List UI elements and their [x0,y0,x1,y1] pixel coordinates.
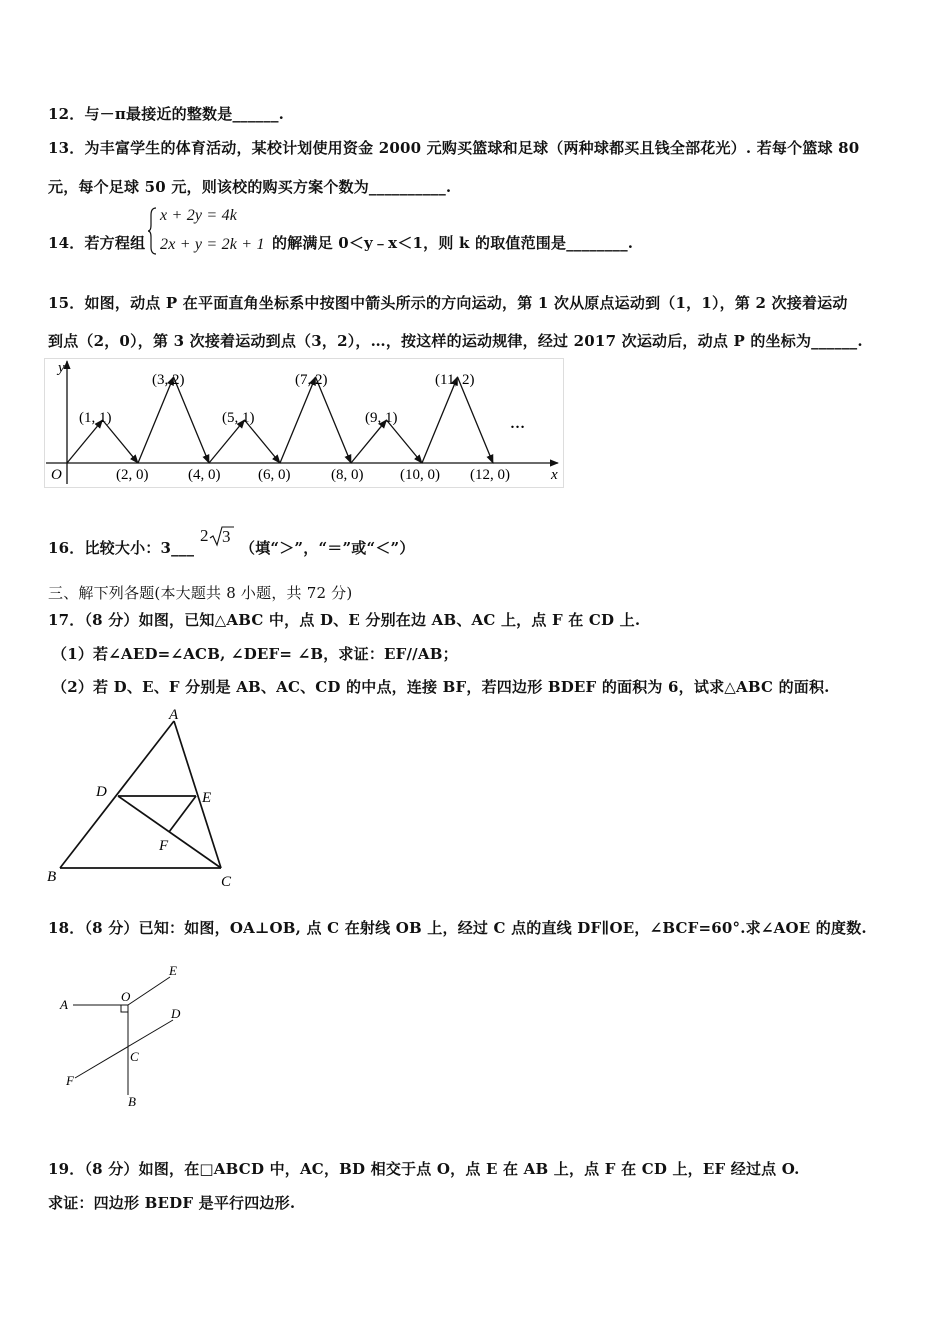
top-label-1: (1, 1) [79,410,112,426]
line-df [75,1020,173,1078]
equation-1: x + 2y = 4k [160,207,238,224]
question-19-line-1: 19．（8 分）如图，在□ABCD 中，AC，BD 相交于点 O，点 E 在 AB 上，点 F 在 CD 上，EF 经过点 O. [48,1160,800,1178]
question-19-line-2: 求证：四边形 BEDF 是平行四边形. [48,1194,296,1212]
question-16-prefix: 16．比较大小：3___ [48,539,195,557]
label-c: C [130,1049,139,1064]
triangle-abc-figure [44,703,244,893]
move-segment-4 [174,377,210,463]
question-15-line-1: 15．如图，动点 P 在平面直角坐标系中按图中箭头所示的方向运动，第 1 次从原点运动到（1，1），第 2 次接着运动 [48,294,848,312]
right-angle-mark [121,1005,128,1012]
radical-number: 3 [222,527,231,546]
move-segment-1 [67,420,103,463]
label-f: F [66,1073,74,1088]
question-16-suffix: （填“＞”，“＝”或“＜”） [240,539,415,557]
move-segment-11 [422,377,458,463]
label-c: C [221,874,232,890]
bottom-label-3: (6, 0) [258,467,291,483]
label-e: E [202,790,212,806]
top-label-5: (9, 1) [365,410,398,426]
section-3-title: 三、解下列各题(本大题共 8 小题，共 72 分) [48,584,353,602]
move-segment-12 [458,377,494,463]
ray-oe [128,977,170,1005]
move-segment-7 [280,377,316,463]
move-segment-5 [209,420,245,463]
label-b: B [128,1094,136,1109]
side-ac [174,721,221,868]
label-a: A [169,707,179,723]
label-e: E [169,963,177,978]
question-17-part-2: （2）若 D、E、F 分别是 AB、AC、CD 的中点，连接 BF，若四边形 BDEF 的面积为 6，试求△ABC 的面积. [52,678,830,696]
question-15-line-2: 到点（2，0），第 3 次接着运动到点（3，2），…，按这样的运动规律，经过 2017 次运动后，动点 P 的坐标为______. [48,332,863,350]
perpendicular-lines-figure [55,960,195,1115]
top-label-2: (3, 2) [152,372,185,388]
ellipsis: … [510,416,525,432]
label-b: B [47,869,57,885]
question-13-line-1: 13．为丰富学生的体育活动，某校计划使用资金 2000 元购买篮球和足球（两种球都买且钱全部花光）. 若每个篮球 80 [48,139,860,157]
bottom-label-5: (10, 0) [400,467,440,483]
label-f: F [159,838,169,854]
label-d: D [96,784,107,800]
segment-ef [169,796,196,832]
origin-label: O [51,467,62,483]
label-a: A [60,997,68,1012]
top-label-4: (7, 2) [295,372,328,388]
bottom-label-2: (4, 0) [188,467,221,483]
bottom-label-1: (2, 0) [116,467,149,483]
equation-2: 2x + y = 2k + 1 [160,236,265,253]
label-o: O [121,989,131,1004]
radical-coefficient: 2 [200,526,209,545]
move-segment-9 [351,420,387,463]
top-label-3: (5, 1) [222,410,255,426]
question-18: 18．（8 分）已知：如图，OA⊥OB, 点 C 在射线 OB 上，经过 C 点的直线 DF∥OE，∠BCF=60°.求∠AOE 的度数. [48,919,867,937]
question-12: 12．与－π最接近的整数是______. [48,105,285,123]
move-segment-6 [245,420,281,463]
question-14-prefix: 14．若方程组 [48,234,146,252]
top-label-6: (11, 2) [435,372,475,388]
side-ab [60,721,174,868]
move-segment-8 [316,377,352,463]
y-axis-label: y [58,360,65,376]
question-13-line-2: 元，每个足球 50 元，则该校的购买方案个数为__________. [48,178,452,196]
move-segment-3 [138,377,174,463]
x-axis-label: x [551,467,558,483]
question-14-suffix: 的解满足 0＜y﹣x＜1，则 k 的取值范围是________. [272,234,634,252]
move-segment-2 [103,420,139,463]
question-17-line-1: 17．（8 分）如图，已知△ABC 中，点 D、E 分别在边 AB、AC 上，点 F 在 CD 上. [48,611,641,629]
coordinate-zigzag-figure [44,358,564,488]
bottom-label-4: (8, 0) [331,467,364,483]
question-17-part-1: （1）若∠AED=∠ACB, ∠DEF= ∠B，求证：EF//AB； [52,645,458,663]
label-d: D [171,1006,181,1021]
bottom-label-6: (12, 0) [470,467,510,483]
move-segment-10 [387,420,423,463]
